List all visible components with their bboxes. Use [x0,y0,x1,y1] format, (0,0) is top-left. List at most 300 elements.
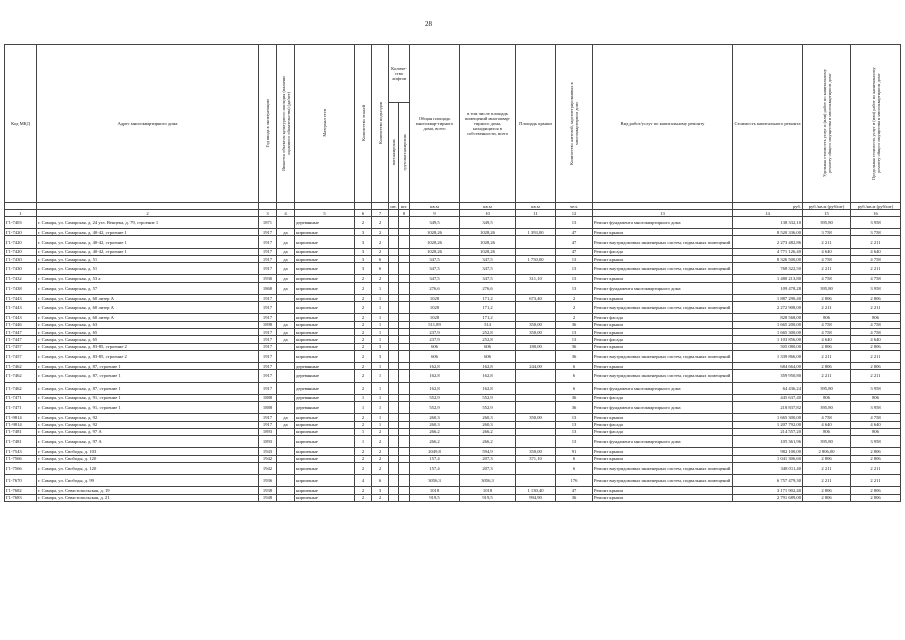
row-year: 1917 [259,236,277,248]
table-row [5,414,901,421]
row-roof: 1 393,00 [516,229,556,236]
row-lifts-passenger [389,302,399,314]
row-work-type: Ремонт крыши [593,414,733,421]
row-area-total: 1028,26 [410,248,460,255]
row-year: 1888 [259,394,277,401]
row-cost: 768 322,50 [733,263,803,275]
table-row [5,494,901,501]
table-row [5,263,901,275]
row-entrances: 2 [372,236,389,248]
row-walls: кирпичные [295,282,355,294]
table-row [5,229,901,236]
row-work-type: Ремонт фундамента многоквартирного дома [593,282,733,294]
row-unit-cost: 4 758 [803,321,851,328]
row-limit-cost: 3 958 [851,217,901,229]
row-area-owned: 347,5 [460,255,516,262]
column-number: 1 [5,210,37,217]
table-row [5,475,901,487]
row-code: Г1-7443 [5,294,37,301]
row-roof: 311,10 [516,275,556,282]
row-work-type: Ремонт фасада [593,336,733,343]
row-cost: 138 332,10 [733,217,803,229]
row-entrances: 1 [372,402,389,414]
row-heritage [277,217,295,229]
row-unit-cost: 2 211 [803,475,851,487]
row-cost: 6 757 479,30 [733,475,803,487]
row-area-total: 1028 [410,294,460,301]
table-row [5,294,901,301]
row-entrances: 6 [372,475,389,487]
row-floors: 2 [355,282,372,294]
row-lifts-cargo [399,282,410,294]
row-floors: 2 [355,314,372,321]
unit-cell: кв.м [460,203,516,210]
row-heritage [277,294,295,301]
row-work-type: Ремонт фасада [593,421,733,428]
column-number: 9 [410,210,460,217]
table-row [5,455,901,462]
row-walls: кирпичные [295,487,355,494]
row-unit-cost: 806 [803,394,851,401]
column-number: 16 [851,210,901,217]
row-work-type: Ремонт внутридомовых инженерных систем, подвальных помещений [593,350,733,362]
row-code: Г1-7566 [5,462,37,474]
row-lifts-cargo [399,363,410,370]
row-work-type: Ремонт крыши [593,229,733,236]
row-address: г. Самара, ул. Свободы, д. 99 [37,475,259,487]
data-rows [5,217,901,502]
row-walls: кирпичные [295,275,355,282]
table-row [5,217,901,229]
row-work-type: Ремонт крыши [593,343,733,350]
row-area-total: 1028,26 [410,236,460,248]
column-number: 5 [295,210,355,217]
header-residents: Количество жителей, зарегистрированных в многоквартирном доме [569,81,580,165]
row-lifts-cargo [399,343,410,350]
row-lifts-cargo [399,382,410,394]
row-unit-cost: 4 758 [803,414,851,421]
row-area-owned: 260,3 [460,421,516,428]
row-year: 1930 [259,275,277,282]
row-heritage: да [277,336,295,343]
row-heritage [277,428,295,435]
row-heritage [277,436,295,448]
row-code: Г1-7481 [5,428,37,435]
row-floors: 2 [355,487,372,494]
row-lifts-passenger [389,350,399,362]
row-lifts-passenger [389,275,399,282]
row-floors: 2 [355,275,372,282]
row-limit-cost: 2 211 [851,350,901,362]
row-lifts-cargo [399,370,410,382]
row-roof: 244,00 [516,363,556,370]
row-lifts-passenger [389,475,399,487]
row-entrances: 2 [372,494,389,501]
row-work-type: Ремонт фасада [593,314,733,321]
row-walls: кирпичные [295,455,355,462]
row-area-owned: 207,3 [460,455,516,462]
row-heritage: да [277,421,295,428]
row-unit-cost: 395,80 [803,402,851,414]
row-heritage [277,394,295,401]
row-address: г. Самара, ул. Самарская, д. 63 [37,321,259,328]
row-limit-cost: 4 758 [851,329,901,336]
row-code: Г1-7566 [5,455,37,462]
row-work-type: Ремонт крыши [593,255,733,262]
row-code: Г1-7457 [5,350,37,362]
column-number: 13 [593,210,733,217]
row-unit-cost: 806 [803,428,851,435]
row-area-total: 1028,26 [410,229,460,236]
row-area-total: 237,9 [410,329,460,336]
row-walls: деревянные [295,402,355,414]
row-code: Г1-7457 [5,343,37,350]
row-lifts-cargo [399,462,410,474]
row-area-total: 162,8 [410,382,460,394]
row-unit-cost: 2 806 [803,494,851,501]
row-cost: 4 771 126,40 [733,248,803,255]
row-address: г. Самара, ул. Самарская, д. 92 [37,421,259,428]
row-code: Г1-7443 [5,302,37,314]
row-residents: 13 [556,436,593,448]
row-walls: кирпичные [295,421,355,428]
row-area-total: 162,8 [410,370,460,382]
row-work-type: Ремонт фундамента многоквартирного дома [593,217,733,229]
row-roof [516,402,556,414]
row-area-total: 3056,3 [410,475,460,487]
row-work-type: Ремонт крыши [593,363,733,370]
row-floors: 3 [355,255,372,262]
row-limit-cost: 4 758 [851,321,901,328]
row-year: 1917 [259,336,277,343]
row-entrances: 2 [372,455,389,462]
row-year: 1893 [259,428,277,435]
row-year: 1917 [259,314,277,321]
row-residents: 13 [556,275,593,282]
row-heritage: да [277,255,295,262]
row-unit-cost: 4 640 [803,421,851,428]
row-code: Г1-7471 [5,402,37,414]
row-work-type: Ремонт фасада [593,394,733,401]
row-area-owned: 260,3 [460,414,516,421]
row-limit-cost: 806 [851,394,901,401]
row-residents: 36 [556,350,593,362]
row-limit-cost: 806 [851,428,901,435]
row-heritage: да [277,329,295,336]
row-lifts-cargo [399,421,410,428]
row-heritage: да [277,414,295,421]
row-code: Г1-7420 [5,236,37,248]
row-heritage: да [277,229,295,236]
row-entrances: 6 [372,263,389,275]
row-walls: деревянные [295,217,355,229]
row-unit-cost: 2 806 [803,343,851,350]
row-unit-cost: 2 211 [803,370,851,382]
row-work-type: Ремонт фасада [593,428,733,435]
row-year: 1917 [259,263,277,275]
row-walls: деревянные [295,394,355,401]
row-address: г. Самара, ул. Самарская, д. 65 [37,336,259,343]
row-cost: 1 887 290,40 [733,294,803,301]
row-code: Г1-7543 [5,448,37,455]
row-heritage [277,302,295,314]
column-number: 15 [803,210,851,217]
row-roof: 180,00 [516,343,556,350]
row-lifts-cargo [399,487,410,494]
table-row [5,487,901,494]
column-number: 8 [399,210,410,217]
row-floors: 2 [355,343,372,350]
table-row [5,382,901,394]
row-address: г. Самара, ул. Свободы, д. 120 [37,455,259,462]
header-lifts: Количе-ство лифтов [389,45,410,103]
row-area-owned: 276,6 [460,282,516,294]
row-year: 1917 [259,302,277,314]
row-lifts-passenger [389,462,399,474]
row-address: г. Самара, ул. Самарская, д. 40-42, строение 1 [37,248,259,255]
row-roof: 350,00 [516,329,556,336]
header-walls: Материал стен [322,109,327,137]
row-heritage [277,494,295,501]
table-row [5,363,901,370]
row-lifts-passenger [389,402,399,414]
row-lifts-cargo [399,248,410,255]
row-lifts-passenger [389,370,399,382]
unit-cell: шт. [390,203,397,209]
row-cost: 1 665 200,00 [733,321,803,328]
row-limit-cost: 2 806 [851,343,901,350]
row-floors: 2 [355,421,372,428]
row-roof [516,350,556,362]
row-area-owned: 1028,26 [460,248,516,255]
row-heritage [277,402,295,414]
row-year: 1917 [259,248,277,255]
row-area-total: 276,6 [410,282,460,294]
row-limit-cost: 2 806 [851,294,901,301]
row-unit-cost: 2 211 [803,350,851,362]
row-residents: 13 [556,329,593,336]
row-address: г. Самара, ул. Самарская, д. 87, строение 1 [37,382,259,394]
row-limit-cost: 4 640 [851,336,901,343]
row-floors: 2 [355,448,372,455]
row-area-owned: 162,8 [460,363,516,370]
row-entrances: 1 [372,370,389,382]
header-code: Код МКД [5,45,37,203]
row-unit-cost: 2 806 [803,487,851,494]
unit-cell: кв.м [410,203,460,210]
row-floors: 2 [355,302,372,314]
row-roof [516,336,556,343]
row-lifts-passenger [389,363,399,370]
row-entrances: 2 [372,217,389,229]
row-area-total: 552,9 [410,402,460,414]
row-area-owned: 1028,26 [460,236,516,248]
header-entrances: Количество подъездов [377,102,383,144]
row-lifts-cargo [399,494,410,501]
row-walls: деревянные [295,370,355,382]
row-unit-cost: 395,80 [803,382,851,394]
row-floors: 2 [355,455,372,462]
row-lifts-passenger [389,236,399,248]
row-walls: кирпичные [295,494,355,501]
row-residents: 6 [556,462,593,474]
header-year: Год ввода в эксплуатацию [265,98,270,148]
row-unit-cost: 2 806 [803,294,851,301]
row-area-owned: 207,3 [460,462,516,474]
row-floors: 2 [355,294,372,301]
row-code: Г1-9814 [5,414,37,421]
row-code: Г1-7683 [5,494,37,501]
table-row [5,402,901,414]
column-number: 12 [556,210,593,217]
row-floors: 2 [355,336,372,343]
row-address: г. Самара, ул. Самарская, д. 40-42, строение 1 [37,229,259,236]
column-number-blank [389,210,399,217]
row-code: Г1-7462 [5,370,37,382]
row-address: г. Самара, ул. Самарская, д. 83-85, строение 2 [37,343,259,350]
row-entrances: 2 [372,428,389,435]
row-lifts-passenger [389,329,399,336]
row-unit-cost: 4 758 [803,255,851,262]
column-number: 3 [259,210,277,217]
row-area-total: 1028 [410,314,460,321]
row-cost: 1 103 856,00 [733,336,803,343]
row-residents: 2 [556,314,593,321]
column-number: 11 [516,210,556,217]
row-lifts-cargo [399,229,410,236]
units-row [5,203,901,210]
row-unit-cost: 395,80 [803,282,851,294]
row-cost: 1 339 866,00 [733,350,803,362]
row-area-total: 347,5 [410,255,460,262]
row-walls: кирпичные [295,428,355,435]
row-entrances: 1 [372,321,389,328]
row-lifts-passenger [389,448,399,455]
row-code: Г1-7420 [5,248,37,255]
header-floors: Количество этажей [360,105,366,141]
row-work-type: Ремонт внутридомовых инженерных систем, подвальных помещений [593,475,733,487]
row-entrances: 2 [372,248,389,255]
row-residents: 47 [556,487,593,494]
row-lifts-passenger [389,248,399,255]
row-floors: 2 [355,414,372,421]
row-cost: 1 207 792,00 [733,421,803,428]
row-area-owned: 552,9 [460,402,516,414]
unit-cell: кв.м [516,203,556,210]
row-address: г. Самара, ул. Свободы, д. 120 [37,462,259,474]
row-roof: 1 130,40 [516,487,556,494]
row-floors: 1 [355,428,372,435]
row-address: г. Самара, ул. Самарская, д. 60 литер А [37,302,259,314]
row-area-owned: 919,5 [460,494,516,501]
row-year: 1948 [259,494,277,501]
row-floors: 3 [355,248,372,255]
row-unit-cost: 2 806,00 [803,448,851,455]
row-entrances: 3 [372,487,389,494]
row-lifts-cargo [399,294,410,301]
row-work-type: Ремонт крыши [593,275,733,282]
row-lifts-cargo [399,321,410,328]
row-heritage [277,314,295,321]
row-entrances: 6 [372,255,389,262]
row-year: 1917 [259,255,277,262]
row-roof: 1 750,00 [516,255,556,262]
row-floors: 1 [355,402,372,414]
row-code: Г1-7438 [5,282,37,294]
row-roof: 350,00 [516,321,556,328]
row-heritage [277,487,295,494]
row-floors: 2 [355,329,372,336]
row-roof: 994,90 [516,494,556,501]
row-area-owned: 171,2 [460,314,516,321]
row-lifts-cargo [399,275,410,282]
row-cost: 8 520 336,00 [733,229,803,236]
row-lifts-passenger [389,321,399,328]
row-unit-cost: 2 211 [803,263,851,275]
unit-cell: руб./кв.м (руб/шт) [851,203,901,210]
unit-cell: руб./кв.м (руб/шт) [803,203,851,210]
row-cost: 3 171 902,40 [733,487,803,494]
column-number: 10 [460,210,516,217]
row-address: г. Самара, ул. Самарская, д. 60 литер А [37,294,259,301]
row-work-type: Ремонт крыши [593,455,733,462]
row-limit-cost: 3 958 [851,402,901,414]
row-entrances: 1 [372,414,389,421]
row-cost: 2 273 482,86 [733,236,803,248]
row-limit-cost: 2 806 [851,448,901,455]
header-area-total: Общая площадь многоквар-тирного дома, всего [410,45,460,203]
row-area-owned: 3056,3 [460,475,516,487]
row-lifts-cargo [399,394,410,401]
capital-repair-register-table [4,44,901,502]
row-residents: 13 [556,255,593,262]
row-residents: 36 [556,494,593,501]
row-heritage [277,350,295,362]
row-roof [516,248,556,255]
row-entrances: 3 [372,350,389,362]
row-limit-cost: 3 758 [851,229,901,236]
row-area-owned: 171,2 [460,302,516,314]
table-row [5,436,901,448]
row-year: 1917 [259,343,277,350]
unit-cell: чел. [556,203,593,210]
row-code: Г1-7682 [5,487,37,494]
row-work-type: Ремонт крыши [593,329,733,336]
column-number: 2 [37,210,259,217]
row-entrances: 3 [372,343,389,350]
row-residents: 13 [556,336,593,343]
row-year: 1917 [259,382,277,394]
row-residents: 13 [556,421,593,428]
row-year: 1938 [259,487,277,494]
row-walls: деревянные [295,363,355,370]
row-limit-cost: 2 211 [851,475,901,487]
row-limit-cost: 4 758 [851,275,901,282]
table-row [5,350,901,362]
row-residents: 91 [556,448,593,455]
row-walls: кирпичные [295,314,355,321]
row-work-type: Ремонт внутридомовых инженерных систем, подвальных помещений [593,302,733,314]
table-row [5,248,901,255]
row-cost: 982 100,00 [733,448,803,455]
row-cost: 1 665 300,00 [733,329,803,336]
row-work-type: Ремонт внутридомовых инженерных систем, подвальных помещений [593,263,733,275]
row-residents: 13 [556,428,593,435]
row-walls: деревянные [295,382,355,394]
row-heritage [277,455,295,462]
row-work-type: Ремонт фундамента многоквартирного дома [593,382,733,394]
header-work-type: Вид работ/услуг по капитальному ремонту [593,45,733,203]
